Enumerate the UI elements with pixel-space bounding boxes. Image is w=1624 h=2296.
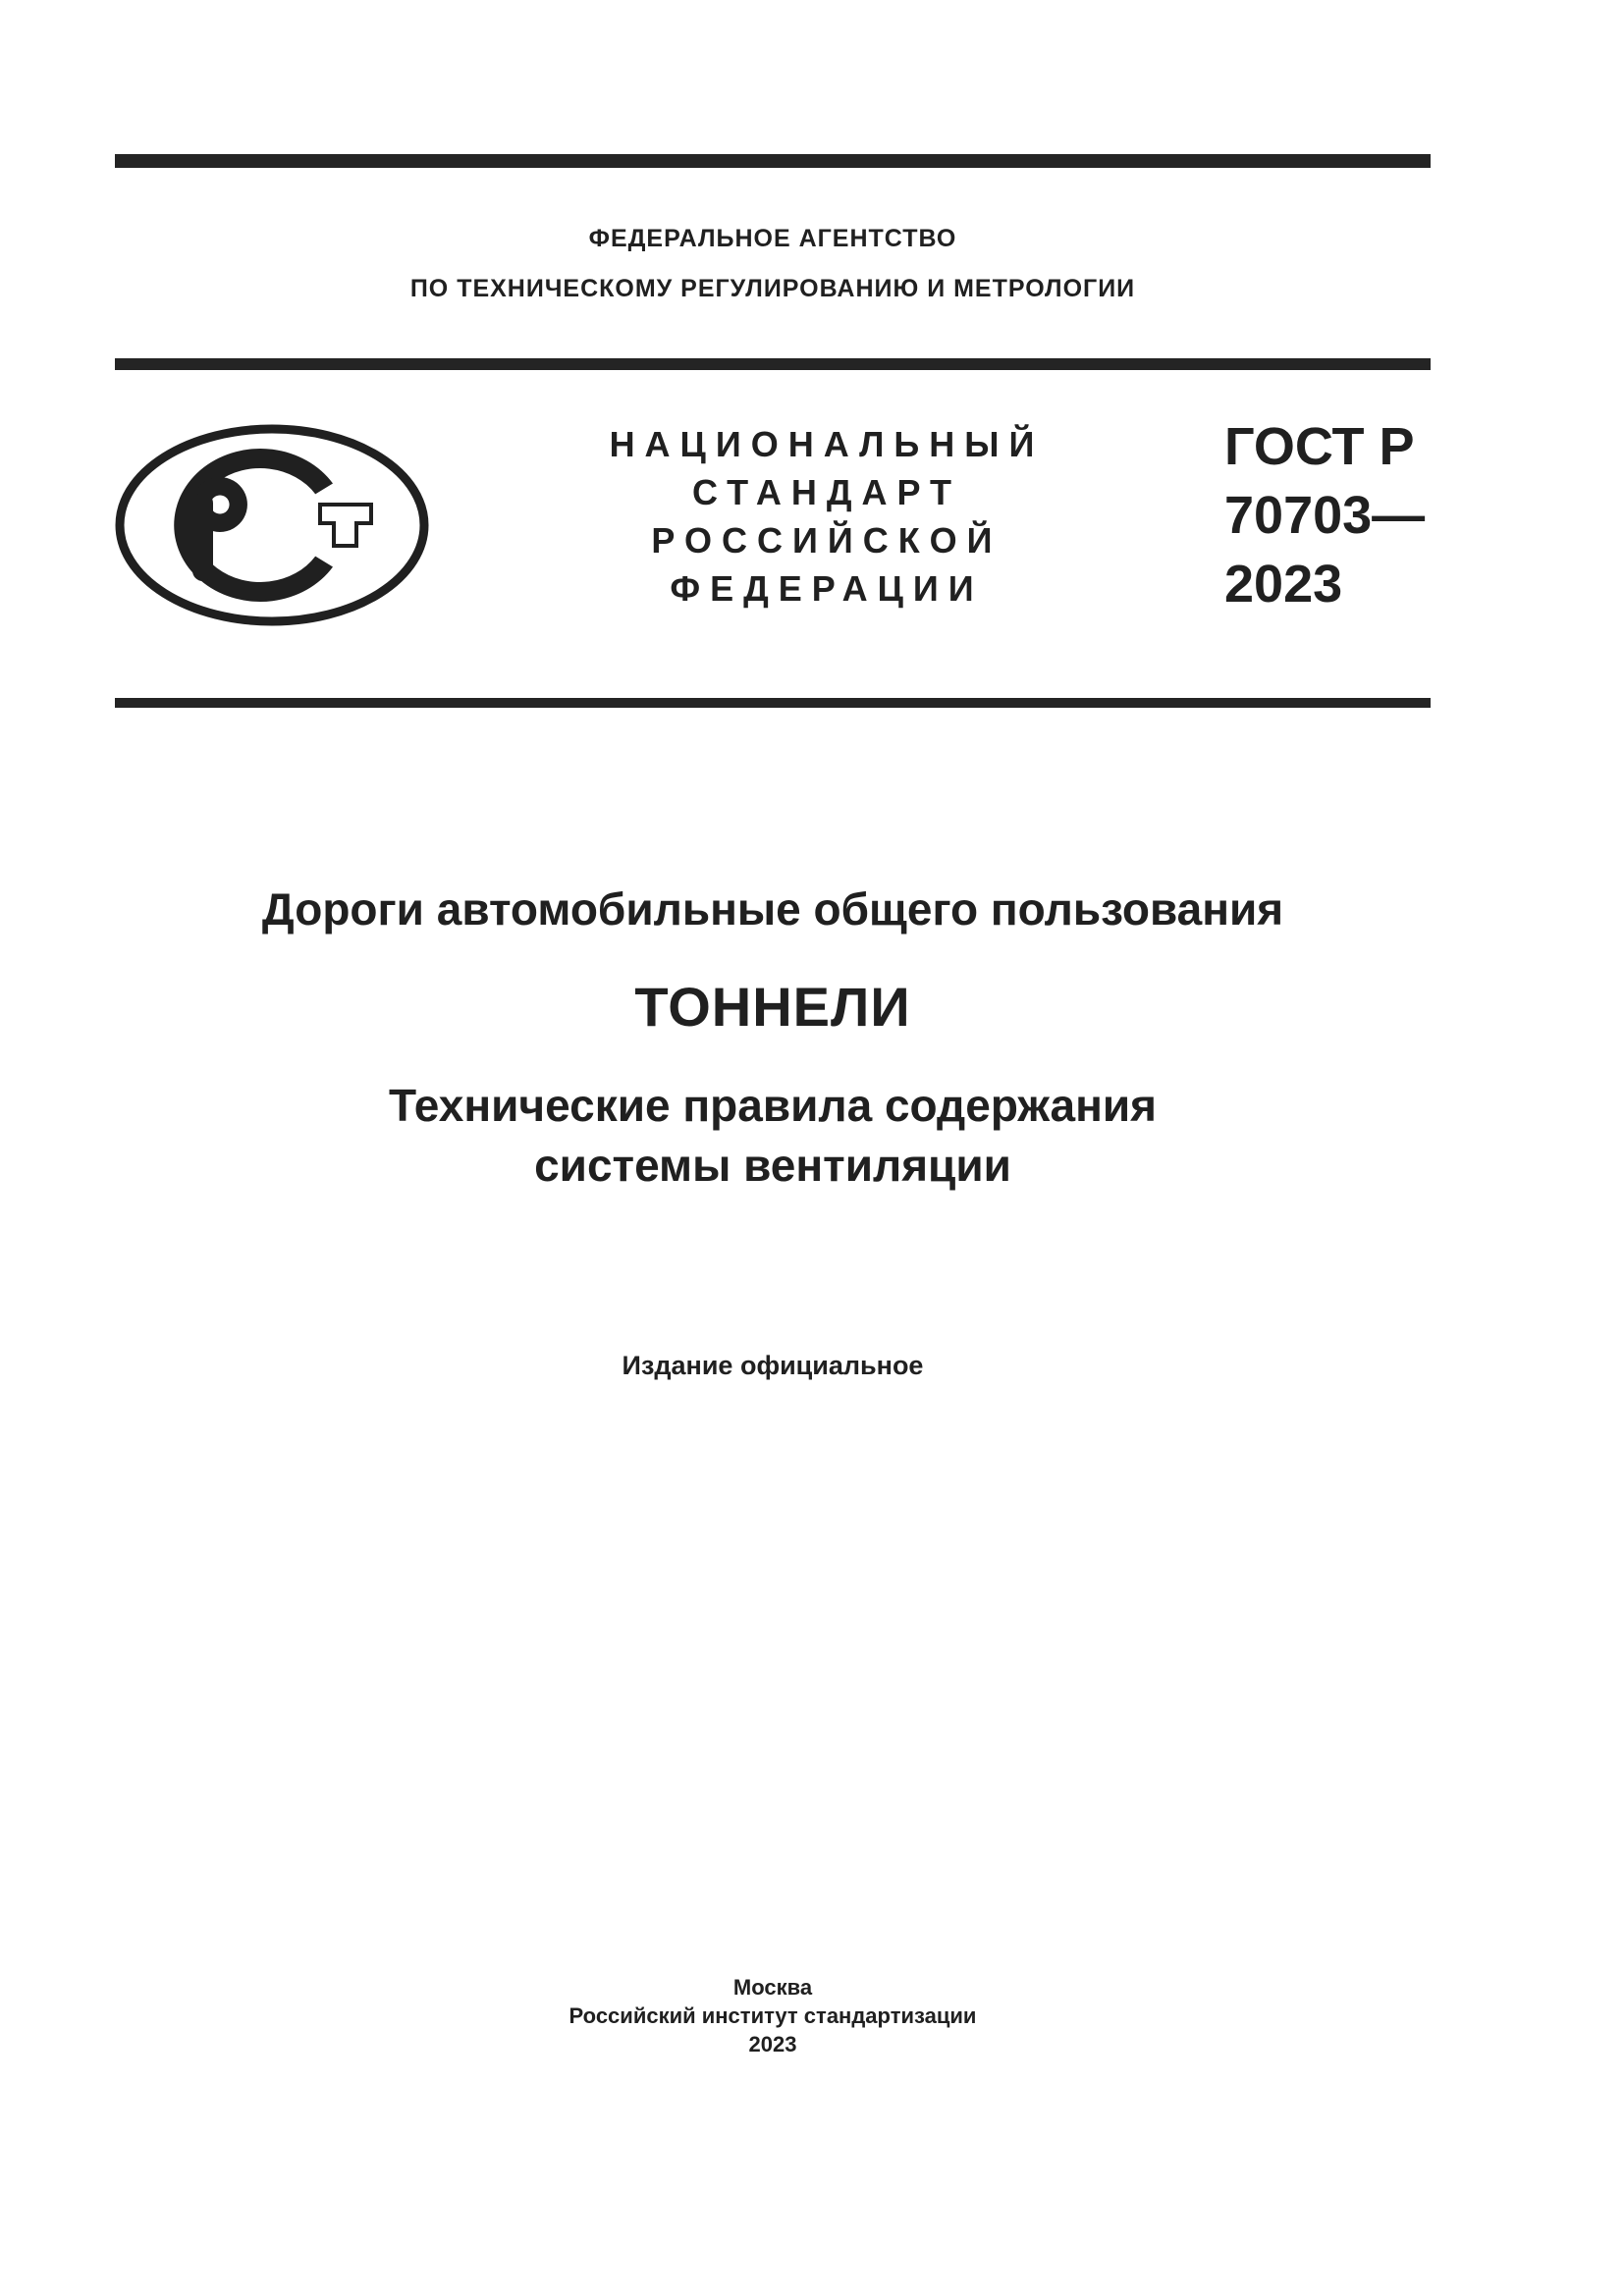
imprint-year: 2023	[748, 2032, 797, 2056]
imprint-city: Москва	[732, 1975, 813, 2000]
middle-rule-bar	[115, 358, 1431, 370]
top-rule-bar	[115, 154, 1431, 168]
standard-type-line-1: НАЦИОНАЛЬНЫЙ	[609, 424, 1045, 464]
subtitle-line-2: системы вентиляции	[534, 1140, 1011, 1191]
standard-type-line-2: СТАНДАРТ	[692, 472, 961, 512]
agency-line-2: ПО ТЕХНИЧЕСКОМУ РЕГУЛИРОВАНИЮ И МЕТРОЛОГИИ	[409, 275, 1136, 302]
official-edition-note: Издание официальное	[622, 1351, 924, 1380]
standard-type-heading	[429, 420, 1224, 613]
designation-line-2: 70703—	[1224, 486, 1426, 545]
standard-designation	[1224, 412, 1539, 618]
rosstandart-logo-icon	[115, 424, 429, 626]
imprint-block	[115, 1973, 1431, 2058]
logo-letter-t	[320, 505, 371, 546]
designation-line-1: ГОСТ Р	[1224, 417, 1415, 476]
standard-type-line-4: ФЕДЕРАЦИИ	[670, 568, 984, 609]
standard-type-line-3: РОССИЙСКОЙ	[651, 520, 1002, 561]
standard-subtitle	[115, 1076, 1431, 1196]
imprint-publisher: Российский институт стандартизации	[568, 2003, 977, 2028]
standard-group-title: Дороги автомобильные общего пользования	[261, 883, 1284, 934]
lower-rule-bar	[115, 698, 1431, 708]
designation-line-3: 2023	[1224, 555, 1343, 614]
standard-main-title: ТОННЕЛИ	[634, 976, 911, 1038]
agency-line-1: ФЕДЕРАЛЬНОЕ АГЕНТСТВО	[588, 225, 957, 252]
logo-letter-r-stem	[192, 493, 213, 581]
agency-heading	[115, 214, 1431, 314]
subtitle-line-1: Технические правила содержания	[389, 1080, 1157, 1131]
